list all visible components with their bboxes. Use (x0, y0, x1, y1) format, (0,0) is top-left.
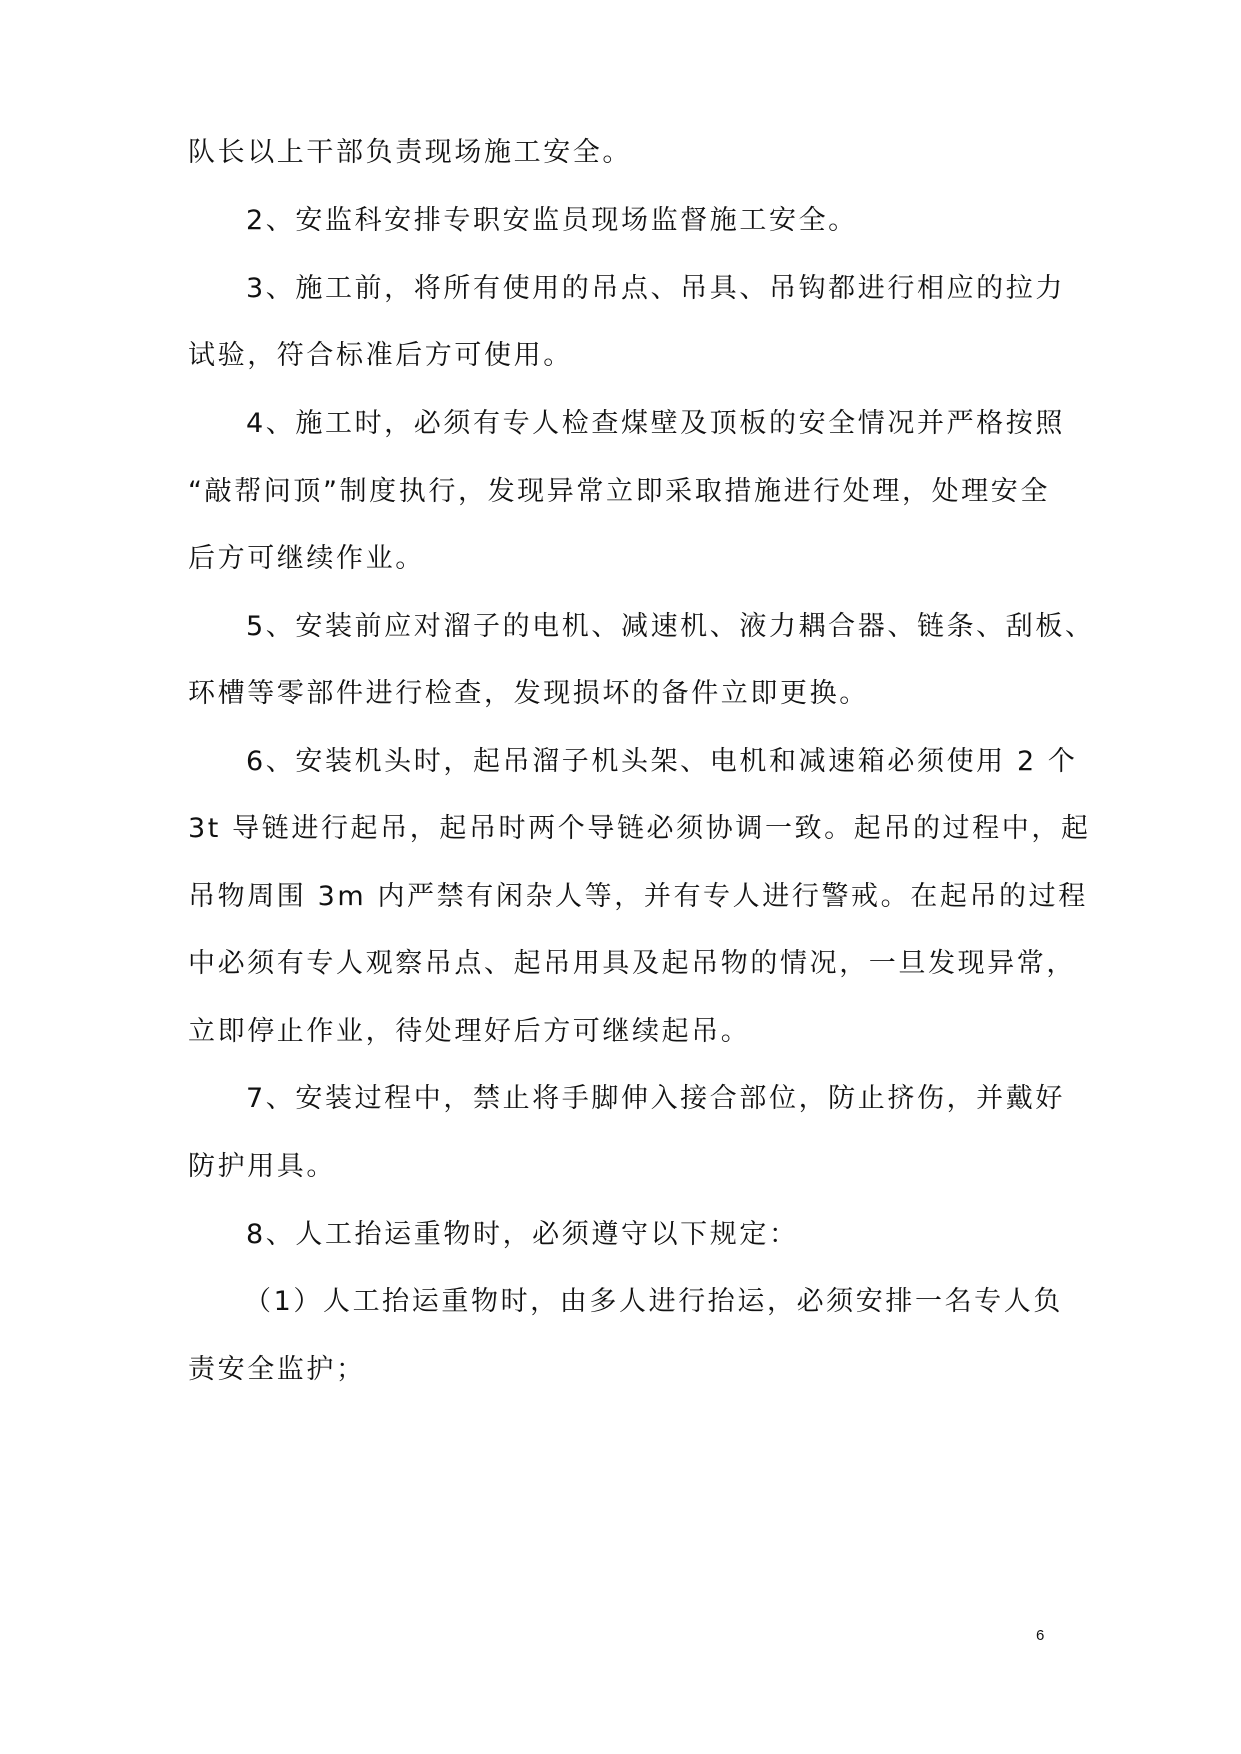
text-line: 队长以上干部负责现场施工安全。 (188, 137, 632, 168)
page-number: 6 (1036, 1627, 1045, 1644)
text-line: 8、人工抬运重物时，必须遵守以下规定： (246, 1219, 799, 1250)
text-line: （1）人工抬运重物时，由多人进行抬运，必须安排一名专人负 (244, 1286, 1063, 1317)
text-line: 环槽等零部件进行检查，发现损坏的备件立即更换。 (188, 678, 869, 709)
text-line: 2、安监科安排专职安监员现场监督施工安全。 (246, 205, 858, 236)
text-line: 后方可继续作业。 (188, 543, 425, 574)
text-line: 3t 导链进行起吊，起吊时两个导链必须协调一致。起吊的过程中，起 (188, 813, 1091, 844)
text-line: 防护用具。 (188, 1151, 336, 1182)
text-line: 4、施工时，必须有专人检查煤壁及顶板的安全情况并严格按照 (246, 408, 1065, 439)
text-line: 责安全监护； (188, 1354, 366, 1385)
text-line: 3、施工前，将所有使用的吊点、吊具、吊钩都进行相应的拉力 (246, 273, 1065, 304)
text-line: 5、安装前应对溜子的电机、减速机、液力耦合器、链条、刮板、 (246, 611, 1095, 642)
text-line: “敲帮问顶”制度执行，发现异常立即采取措施进行处理，处理安全 (188, 476, 1050, 507)
text-line: 中必须有专人观察吊点、起吊用具及起吊物的情况，一旦发现异常， (188, 948, 1076, 979)
text-line: 6、安装机头时，起吊溜子机头架、电机和减速箱必须使用 2 个 (246, 746, 1078, 777)
text-line: 立即停止作业，待处理好后方可继续起吊。 (188, 1016, 751, 1047)
text-line: 试验，符合标准后方可使用。 (188, 340, 573, 371)
text-line: 7、安装过程中，禁止将手脚伸入接合部位，防止挤伤，并戴好 (246, 1083, 1065, 1114)
text-line: 吊物周围 3m 内严禁有闲杂人等，并有专人进行警戒。在起吊的过程 (188, 881, 1088, 912)
